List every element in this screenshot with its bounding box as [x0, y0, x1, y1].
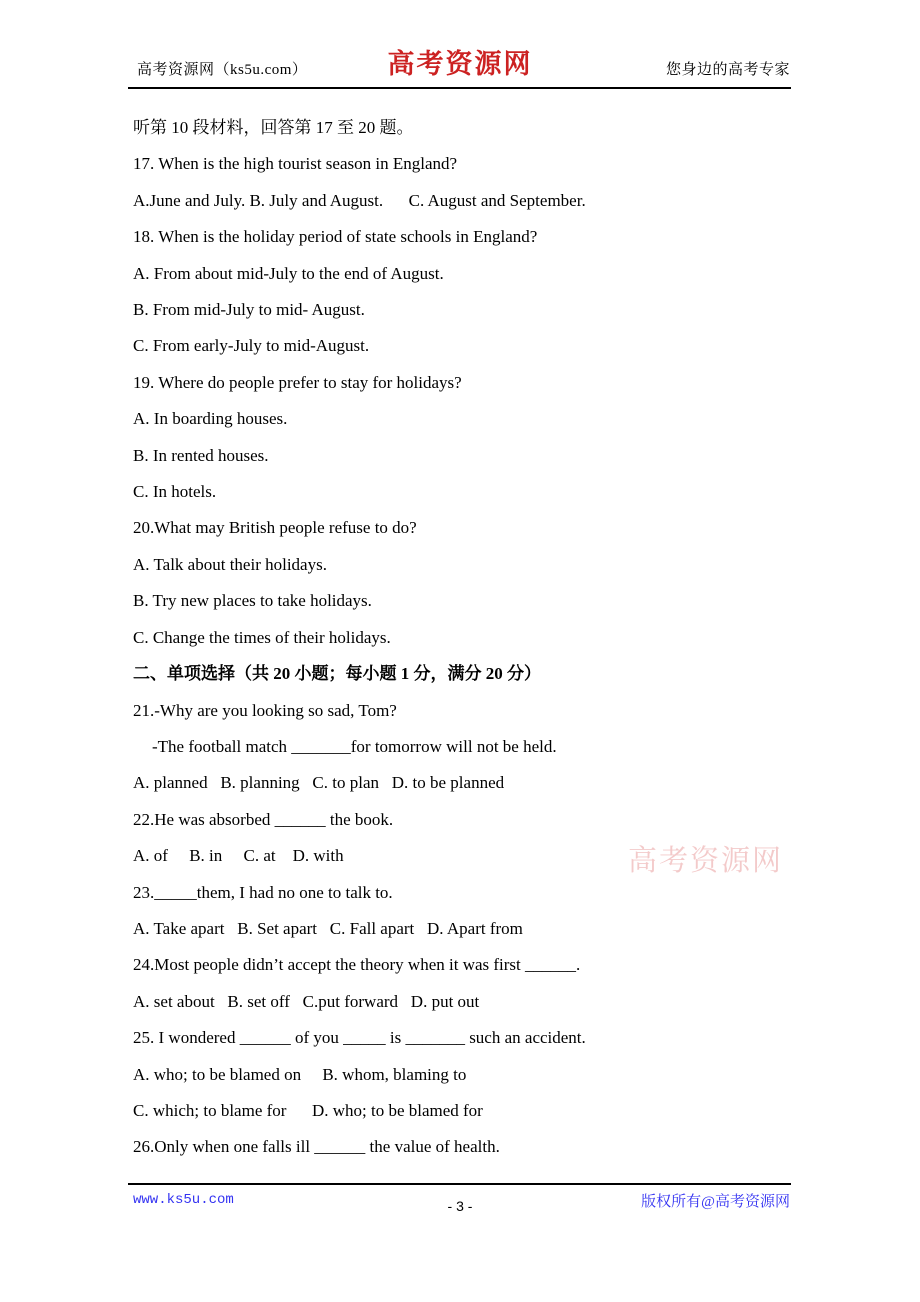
- option-line: C. In hotels.: [133, 482, 217, 502]
- option-line: A. planned B. planning C. to plan D. to be planned: [133, 773, 505, 793]
- footer-copyright-link[interactable]: 版权所有@高考资源网: [641, 1194, 790, 1210]
- footer-site-url-link[interactable]: www.ks5u.com: [133, 1192, 234, 1208]
- option-line: A. set about B. set off C.put forward D. put out: [133, 991, 480, 1011]
- option-line: C. which; to blame for D. who; to be blamed for: [133, 1100, 483, 1120]
- question-line: 22.He was absorbed ______ the book.: [133, 809, 394, 829]
- question-line: 20.What may British people refuse to do?: [133, 518, 417, 538]
- option-line: B. From mid-July to mid- August.: [133, 300, 365, 320]
- option-line: B. In rented houses.: [133, 445, 269, 465]
- footer-divider: [128, 1183, 791, 1185]
- question-line: 18. When is the holiday period of state schools in England?: [133, 227, 538, 247]
- question-line: 26.Only when one falls ill ______ the value of health.: [133, 1137, 500, 1157]
- option-line: -The football match _______for tomorrow will not be held.: [152, 736, 557, 756]
- option-line: A. Take apart B. Set apart C. Fall apart D. Apart from: [133, 918, 523, 938]
- option-line: C. From early-July to mid-August.: [133, 336, 370, 356]
- question-line: 23._____them, I had no one to talk to.: [133, 882, 393, 902]
- option-line: B. Try new places to take holidays.: [133, 591, 372, 611]
- instruction-line: 听第 10 段材料，回答第 17 至 20 题。: [133, 118, 414, 137]
- question-line: 21.-Why are you looking so sad, Tom?: [133, 700, 397, 720]
- question-line: 17. When is the high tourist season in England?: [133, 154, 458, 174]
- site-logo: 高考资源网: [387, 49, 533, 79]
- option-line: A. Talk about their holidays.: [133, 554, 327, 574]
- page-number: - 3 -: [447, 1198, 473, 1214]
- option-line: C. Change the times of their holidays.: [133, 627, 391, 647]
- option-line: A.June and July. B. July and August. C. August and September.: [133, 190, 586, 210]
- header-site-name: 高考资源网（ks5u.com）: [137, 62, 308, 78]
- question-line: 25. I wondered ______ of you _____ is _______ such an accident.: [133, 1028, 586, 1048]
- option-line: A. From about mid-July to the end of August.: [133, 263, 444, 283]
- section-heading: 二、单项选择（共 20 小题；每小题 1 分，满分 20 分）: [133, 664, 541, 684]
- option-line: A. who; to be blamed on B. whom, blaming to: [133, 1064, 467, 1084]
- question-line: 19. Where do people prefer to stay for holidays?: [133, 372, 462, 392]
- header-divider: [128, 87, 791, 89]
- site-watermark: 高考资源网: [628, 845, 784, 877]
- question-line: 24.Most people didn’t accept the theory when it was first ______.: [133, 955, 581, 975]
- option-line: A. of B. in C. at D. with: [133, 846, 344, 866]
- header-tagline: 您身边的高考专家: [665, 62, 790, 78]
- option-line: A. In boarding houses.: [133, 409, 288, 429]
- document-body: [133, 110, 795, 1166]
